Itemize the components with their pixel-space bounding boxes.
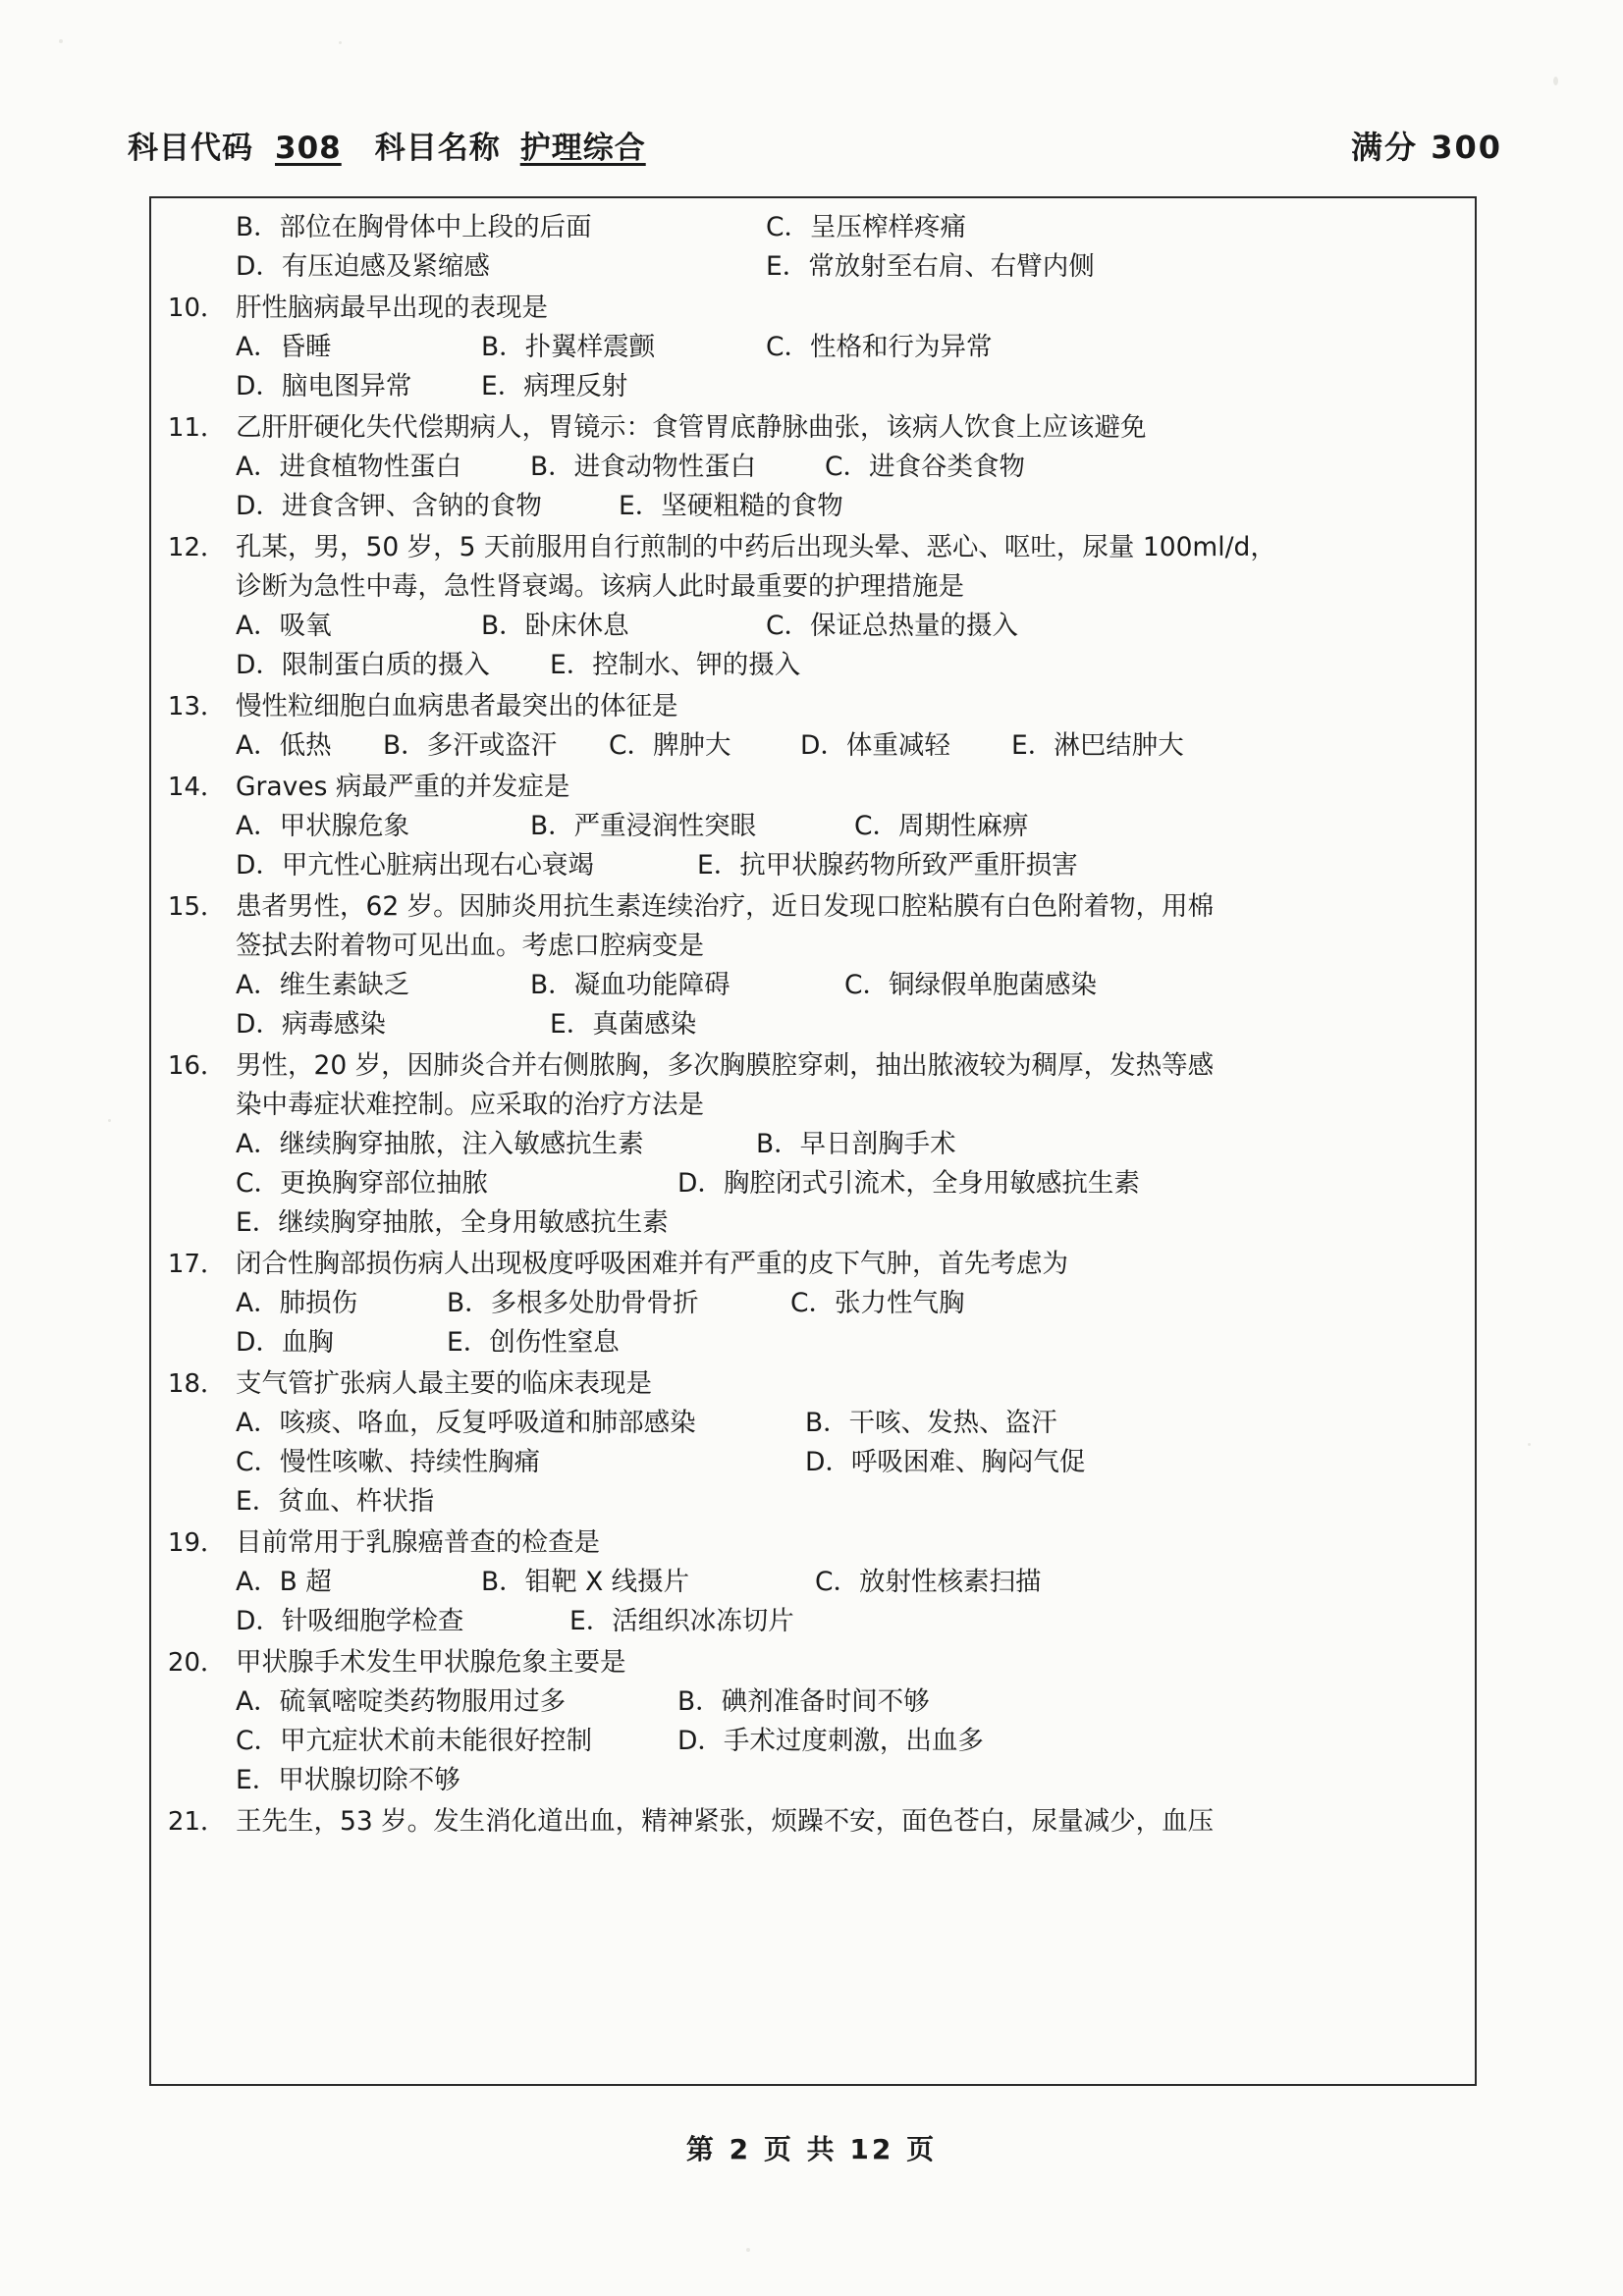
option-row xyxy=(236,1443,1461,1482)
question-text: 患者男性，62 岁。因肺炎用抗生素连续治疗，近日发现口腔粘膜有白色附着物，用棉 xyxy=(236,891,1215,922)
option-e: E．常放射至右肩、右臂内侧 xyxy=(766,251,1095,282)
question-stem-line xyxy=(165,1245,1461,1284)
question-stem-line xyxy=(165,528,1461,567)
option-row xyxy=(236,1203,1461,1243)
question-frame xyxy=(149,196,1477,2086)
option-c: C．放射性核素扫描 xyxy=(815,1567,1042,1597)
option-c: C．进食谷类食物 xyxy=(825,452,1026,482)
option-e: E．继续胸穿抽脓，全身用敏感抗生素 xyxy=(236,1207,669,1238)
option-c: C．周期性麻痹 xyxy=(854,811,1029,841)
option-d: D．进食含钾、含钠的食物 xyxy=(236,491,542,521)
option-b: B．碘剂准备时间不够 xyxy=(677,1686,930,1717)
question-block-21 xyxy=(165,1802,1461,1842)
scan-speckle xyxy=(108,1119,111,1122)
option-c: C．慢性咳嗽、持续性胸痛 xyxy=(236,1447,541,1477)
scan-speckle xyxy=(1528,1443,1531,1446)
option-row xyxy=(236,1005,1461,1044)
question-stem-line xyxy=(165,1523,1461,1563)
question-text: 甲状腺手术发生甲状腺危象主要是 xyxy=(236,1647,626,1678)
option-d: D．针吸细胞学检查 xyxy=(236,1606,464,1636)
option-c: C．保证总热量的摄入 xyxy=(766,611,1019,641)
option-row xyxy=(236,487,1461,526)
question-number: 15． xyxy=(167,892,226,922)
question-number: 11． xyxy=(167,413,226,443)
option-a: A．甲状腺危象 xyxy=(236,811,410,841)
question-text: 王先生，53 岁。发生消化道出血，精神紧张，烦躁不安，面色苍白，尿量减少，血压 xyxy=(236,1806,1215,1837)
option-b: B．进食动物性蛋白 xyxy=(530,452,757,482)
question-stem-line xyxy=(165,768,1461,807)
option-e: E．淋巴结肿大 xyxy=(1011,730,1184,761)
scan-speckle xyxy=(59,39,63,43)
subject-name-value: 护理综合 xyxy=(519,131,646,166)
option-c: C．铜绿假单胞菌感染 xyxy=(844,970,1098,1000)
option-c: C．呈压榨样疼痛 xyxy=(766,212,967,242)
question-text: Graves 病最严重的并发症是 xyxy=(236,772,570,802)
option-e: E．抗甲状腺药物所致严重肝损害 xyxy=(697,850,1078,881)
option-row xyxy=(236,1125,1461,1164)
question-text: 闭合性胸部损伤病人出现极度呼吸困难并有严重的皮下气肿，首先考虑为 xyxy=(236,1249,1068,1279)
page-header xyxy=(128,123,1502,168)
option-row xyxy=(236,846,1461,885)
page-footer: 第 2 页 共 12 页 xyxy=(685,2133,938,2165)
option-row xyxy=(236,1602,1461,1641)
question-block-13 xyxy=(165,687,1461,766)
question-stem-line xyxy=(165,1643,1461,1682)
question-text: 慢性粒细胞白血病患者最突出的体征是 xyxy=(236,691,678,721)
subject-name-label: 科目名称 xyxy=(374,131,501,166)
option-a: A．昏睡 xyxy=(236,332,332,362)
option-c: C．脾肿大 xyxy=(609,730,731,761)
option-a: A．吸氧 xyxy=(236,611,332,641)
question-block-14 xyxy=(165,768,1461,885)
question-number: 12． xyxy=(167,533,226,562)
question-text-line2: 诊断为急性中毒，急性肾衰竭。该病人此时最重要的护理措施是 xyxy=(236,571,964,602)
option-a: A．咳痰、咯血，反复呼吸道和肺部感染 xyxy=(236,1408,696,1438)
option-row xyxy=(236,1284,1461,1323)
question-block-19 xyxy=(165,1523,1461,1641)
question-text: 男性，20 岁，因肺炎合并右侧脓胸，多次胸膜腔穿刺，抽出脓液较为稠厚，发热等感 xyxy=(236,1050,1215,1081)
option-a: A．进食植物性蛋白 xyxy=(236,452,462,482)
option-row xyxy=(236,1563,1461,1602)
option-b: B．部位在胸骨体中上段的后面 xyxy=(236,212,592,242)
option-e: E．贫血、杵状指 xyxy=(236,1486,435,1517)
option-row xyxy=(236,1323,1461,1362)
question-block-15 xyxy=(165,887,1461,1044)
option-row xyxy=(236,1164,1461,1203)
option-row xyxy=(236,646,1461,685)
option-d: D．限制蛋白质的摄入 xyxy=(236,650,490,680)
option-e: E．创伤性窒息 xyxy=(447,1327,620,1358)
option-c: C．甲亢症状术前未能很好控制 xyxy=(236,1726,593,1756)
question-stem-line xyxy=(165,1046,1461,1086)
option-a: A．肺损伤 xyxy=(236,1288,358,1318)
option-e: E．坚硬粗糙的食物 xyxy=(619,491,843,521)
question-text: 肝性脑病最早出现的表现是 xyxy=(236,293,548,323)
subject-code-label: 科目代码 xyxy=(128,131,253,166)
question-block-17 xyxy=(165,1245,1461,1362)
question-block-16 xyxy=(165,1046,1461,1243)
option-b: B．钼靶 X 线摄片 xyxy=(481,1567,690,1597)
question-number: 17． xyxy=(167,1250,226,1279)
question-stem-line xyxy=(165,289,1461,328)
option-row xyxy=(236,1404,1461,1443)
option-b: B．扑翼样震颤 xyxy=(481,332,656,362)
option-row xyxy=(236,328,1461,367)
question-number: 21． xyxy=(167,1807,226,1837)
option-b: B．干咳、发热、盗汗 xyxy=(805,1408,1057,1438)
option-a: A．硫氧嘧啶类药物服用过多 xyxy=(236,1686,567,1717)
option-row xyxy=(236,807,1461,846)
subject-code-value: 308 xyxy=(275,131,342,166)
option-e: E．控制水、钾的摄入 xyxy=(550,650,801,680)
question-number: 18． xyxy=(167,1369,226,1399)
question-block-10 xyxy=(165,289,1461,406)
question-block-9-continued xyxy=(165,208,1461,287)
question-text: 孔某，男，50 岁，5 天前服用自行煎制的中药后出现头晕、恶心、呕吐，尿量 100ml/d， xyxy=(236,532,1276,562)
option-c: C．性格和行为异常 xyxy=(766,332,993,362)
option-row xyxy=(236,247,1461,287)
question-number: 10． xyxy=(167,294,226,323)
question-number: 13． xyxy=(167,692,226,721)
option-d: D．胸腔闭式引流术，全身用敏感抗生素 xyxy=(677,1168,1140,1199)
option-row xyxy=(236,726,1461,766)
question-number: 14． xyxy=(167,773,226,802)
option-d: D．有压迫感及紧缩感 xyxy=(236,251,490,282)
option-c: C．更换胸穿部位抽脓 xyxy=(236,1168,489,1199)
option-row xyxy=(236,448,1461,487)
option-row xyxy=(236,367,1461,406)
option-d: D．体重减轻 xyxy=(800,730,950,761)
question-text: 乙肝肝硬化失代偿期病人，胃镜示：食管胃底静脉曲张，该病人饮食上应该避免 xyxy=(236,412,1147,443)
scan-speckle xyxy=(746,2248,750,2252)
question-block-18 xyxy=(165,1364,1461,1522)
option-e: E．真菌感染 xyxy=(550,1009,697,1040)
option-d: D．甲亢性心脏病出现右心衰竭 xyxy=(236,850,594,881)
option-row xyxy=(236,1761,1461,1800)
option-b: B．多根多处肋骨骨折 xyxy=(447,1288,699,1318)
option-row xyxy=(236,966,1461,1005)
option-a: A．继续胸穿抽脓，注入敏感抗生素 xyxy=(236,1129,644,1159)
option-d: D．病毒感染 xyxy=(236,1009,386,1040)
option-row xyxy=(236,607,1461,646)
scan-speckle xyxy=(1553,77,1558,85)
option-b: B．卧床休息 xyxy=(481,611,629,641)
option-e: E．病理反射 xyxy=(481,371,628,401)
question-stem-line xyxy=(165,687,1461,726)
option-d: D．脑电图异常 xyxy=(236,371,412,401)
question-number: 19． xyxy=(167,1528,226,1558)
question-stem-line xyxy=(165,1364,1461,1404)
option-d: D．血胸 xyxy=(236,1327,334,1358)
option-d: D．呼吸困难、胸闷气促 xyxy=(805,1447,1086,1477)
option-a: A．B 超 xyxy=(236,1567,332,1597)
question-text: 支气管扩张病人最主要的临床表现是 xyxy=(236,1368,652,1399)
question-text-line2: 签拭去附着物可见出血。考虑口腔病变是 xyxy=(236,931,704,961)
question-block-20 xyxy=(165,1643,1461,1800)
option-e: E．甲状腺切除不够 xyxy=(236,1765,460,1795)
option-row xyxy=(236,208,1461,247)
question-block-11 xyxy=(165,408,1461,526)
question-stem-line xyxy=(165,1802,1461,1842)
full-score: 满分 300 xyxy=(1351,129,1502,166)
question-number: 16． xyxy=(167,1051,226,1081)
question-text: 目前常用于乳腺癌普查的检查是 xyxy=(236,1527,600,1558)
option-a: A．维生素缺乏 xyxy=(236,970,410,1000)
option-c: C．张力性气胸 xyxy=(790,1288,965,1318)
question-text-line2: 染中毒症状难控制。应采取的治疗方法是 xyxy=(236,1090,704,1120)
question-stem-line xyxy=(165,887,1461,927)
option-row xyxy=(236,1722,1461,1761)
scan-speckle xyxy=(339,41,342,44)
option-b: B．多汗或盗汗 xyxy=(383,730,558,761)
option-b: B．严重浸润性突眼 xyxy=(530,811,757,841)
option-b: B．凝血功能障碍 xyxy=(530,970,730,1000)
option-a: A．低热 xyxy=(236,730,332,761)
option-d: D．手术过度刺激，出血多 xyxy=(677,1726,984,1756)
option-b: B．早日剖胸手术 xyxy=(756,1129,956,1159)
option-row xyxy=(236,1682,1461,1722)
question-number: 20． xyxy=(167,1648,226,1678)
option-row xyxy=(236,1482,1461,1522)
option-e: E．活组织冰冻切片 xyxy=(569,1606,794,1636)
question-stem-line xyxy=(165,408,1461,448)
question-block-12 xyxy=(165,528,1461,685)
